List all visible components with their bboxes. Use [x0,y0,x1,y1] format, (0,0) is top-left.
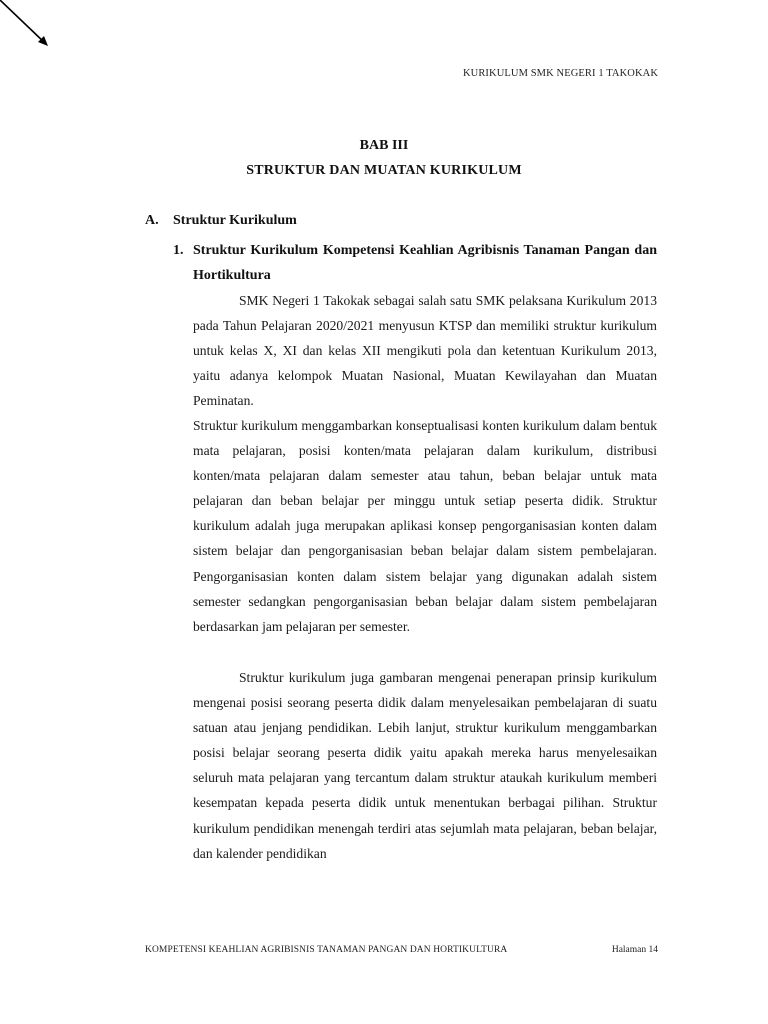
corner-arrow-icon [0,0,60,60]
section-title: Struktur Kurikulum [173,213,297,228]
paragraph-1: SMK Negeri 1 Takokak sebagai salah satu SMK pelaksana Kurikulum 2013 pada Tahun Pelajaran 2020/2021 menyusun KTSP dan memiliki struktur kurikulum untuk kelas X, XI dan kelas XII mengikuti pola dan ketentuan Kurikulum 2013, yaitu adanya kelompok Muatan Nasional, Muatan Kewilayahan dan Muatan Peminatan. [193,293,657,409]
section-heading [145,213,297,229]
running-header: KURIKULUM SMK NEGERI 1 TAKOKAK [462,68,658,79]
subsection-number: 1. [173,243,184,258]
footer-title: KOMPETENSI KEAHLIAN AGRIBISNIS TANAMAN PANGAN DAN HORTIKULTURA [145,945,508,955]
subsection-title: Struktur Kurikulum Kompetensi Keahlian Agribisnis Tanaman Pangan dan Hortikultura [193,243,657,283]
chapter-title: STRUKTUR DAN MUATAN KURIKULUM [246,163,522,178]
page-number: Halaman 14 [611,945,658,955]
subsection-heading [173,238,657,288]
paragraph-2: Struktur kurikulum menggambarkan konseptualisasi konten kurikulum dalam bentuk mata pelajaran, posisi konten/mata pelajaran dalam kurikulum, distribusi konten/mata pelajaran dalam semester atau tahun, beban belajar untuk mata pelajaran dan beban belajar per minggu untuk setiap peserta didik. Struktur kurikulum adalah juga merupakan aplikasi konsep pengorganisasian konten dalam sistem belajar dan pengorganisasian beban belajar dalam sistem pembelajaran. Pengorganisasian konten dalam sistem belajar yang digunakan adalah sistem semester sedangkan pengorganisasian beban belajar dalam sistem pembelajaran berdasarkan jam pelajaran per semester. [193,418,657,634]
paragraph-3: Struktur kurikulum juga gambaran mengenai penerapan prinsip kurikulum mengenai posisi seorang peserta didik dalam menyelesaikan pembelajaran di suatu satuan atau jenjang pendidikan. Lebih lanjut, struktur kurikulum menggambarkan posisi belajar seorang peserta didik yaitu apakah mereka harus menyelesaikan seluruh mata pelajaran yang tercantum dalam struktur ataukah kurikulum memberi kesempatan kepada peserta didik untuk menentukan berbagai pilihan. Struktur kurikulum pendidikan menengah terdiri atas sejumlah mata pelajaran, beban belajar, dan kalender pendidikan [193,670,657,861]
chapter-number: BAB III [359,138,409,153]
section-letter: A. [145,213,159,228]
